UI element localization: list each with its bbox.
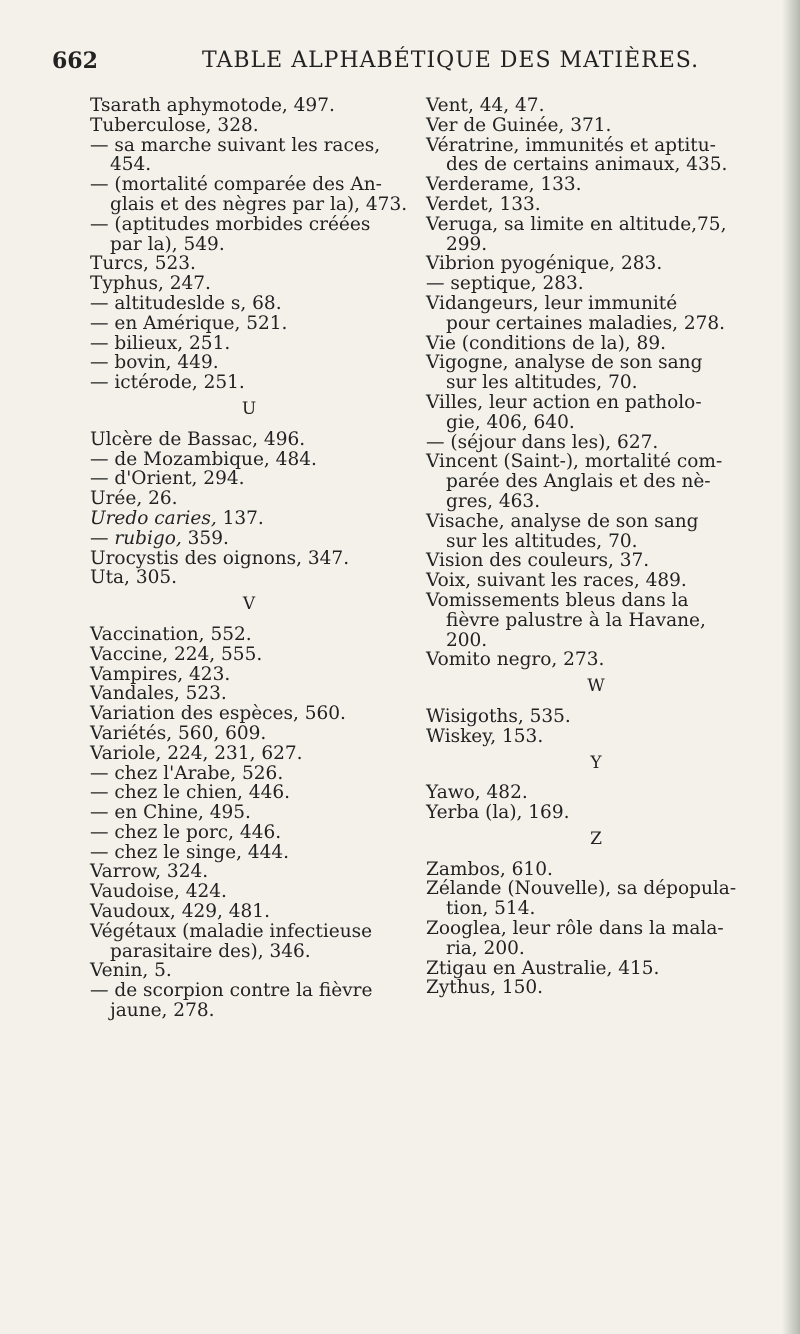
index-subentry: — (mortalité comparée des An- xyxy=(90,174,382,196)
index-entry: Tuberculose, 328. xyxy=(90,114,259,136)
index-entry: Vomito negro, 273. xyxy=(426,649,605,671)
index-entry: Uta, 305. xyxy=(90,567,178,589)
index-entry: Vaccine, 224, 555. xyxy=(90,643,263,665)
index-continuation: sur les altitudes, 70. xyxy=(446,372,638,394)
index-entry: Turcs, 523. xyxy=(90,253,196,275)
index-continuation: 200. xyxy=(446,629,488,651)
index-continuation: 454. xyxy=(110,154,152,176)
index-continuation: ria, 200. xyxy=(446,937,525,959)
index-entry: Zélande (Nouvelle), sa dépopula- xyxy=(426,878,737,900)
running-title: TABLE ALPHABÉTIQUE DES MATIÈRES. xyxy=(202,48,700,73)
index-entry: Vie (conditions de la), 89. xyxy=(426,332,666,354)
index-entry: Végétaux (maladie infectieuse xyxy=(90,920,373,942)
index-column-right xyxy=(426,96,766,998)
index-continuation: tion, 514. xyxy=(446,898,536,920)
index-entry: Yawo, 482. xyxy=(426,782,528,804)
index-subentry: — de scorpion contre la fièvre xyxy=(90,980,373,1002)
index-subentry xyxy=(90,529,408,549)
index-subentry: — sa marche suivant les races, xyxy=(90,134,381,156)
index-entry: Verderame, 133. xyxy=(426,174,582,196)
index-entry: Varrow, 324. xyxy=(90,861,209,883)
section-letter-y: Y xyxy=(590,752,602,773)
section-letter-w: W xyxy=(587,676,605,697)
index-subentry: — de Mozambique, 484. xyxy=(90,448,317,470)
index-entry: Verdet, 133. xyxy=(426,193,541,215)
index-entry: Variole, 224, 231, 627. xyxy=(90,742,303,764)
index-entry: Vent, 44, 47. xyxy=(426,95,545,116)
section-letter-z: Z xyxy=(590,828,602,849)
page-number: 662 xyxy=(52,48,98,74)
index-entry: Zythus, 150. xyxy=(426,977,544,999)
page-header xyxy=(52,48,752,78)
index-subentry: — (aptitudes morbides créées xyxy=(90,213,371,235)
index-continuation: pour certaines maladies, 278. xyxy=(446,312,726,334)
index-entry: Vandales, 523. xyxy=(90,683,227,705)
index-column-left xyxy=(90,96,408,1021)
page-ref: 359. xyxy=(181,527,229,549)
index-entry: Venin, 5. xyxy=(90,960,172,982)
index-entry: Villes, leur action en patholo- xyxy=(426,391,702,413)
index-subentry: — ictérode, 251. xyxy=(90,372,245,394)
index-continuation: glais et des nègres par la), 473. xyxy=(110,193,408,215)
index-entry: Vision des couleurs, 37. xyxy=(426,550,650,572)
index-entry: Typhus, 247. xyxy=(90,273,211,295)
index-subentry: — bovin, 449. xyxy=(90,352,219,374)
index-entry: Urocystis des oignons, 347. xyxy=(90,547,350,569)
index-entry: Vaudoux, 429, 481. xyxy=(90,901,270,923)
index-subentry: — bilieux, 251. xyxy=(90,332,231,354)
index-entry: Tsarath aphymotode, 497. xyxy=(90,95,335,116)
index-entry xyxy=(90,509,408,529)
index-entry: Visache, analyse de son sang xyxy=(426,510,699,532)
index-subentry: — chez l'Arabe, 526. xyxy=(90,762,284,784)
index-entry: Wisigoths, 535. xyxy=(426,705,571,727)
page-ref: 137. xyxy=(216,507,264,529)
index-subentry: — d'Orient, 294. xyxy=(90,468,245,490)
page-edge-shadow xyxy=(782,0,800,1334)
index-entry: Veruga, sa limite en altitude,75, xyxy=(426,213,727,235)
index-entry: Wiskey, 153. xyxy=(426,725,544,747)
index-entry: Vaudoise, 424. xyxy=(90,881,227,903)
index-continuation: par la), 549. xyxy=(110,233,225,255)
index-subentry: — chez le chien, 446. xyxy=(90,782,290,804)
section-letter-v: V xyxy=(242,594,256,615)
index-entry: Ztigau en Australie, 415. xyxy=(426,957,660,979)
index-continuation: des de certains animaux, 435. xyxy=(446,154,728,176)
index-continuation: gres, 463. xyxy=(446,490,541,512)
index-entry: Ver de Guinée, 371. xyxy=(426,114,612,136)
index-entry: Zooglea, leur rôle dans la mala- xyxy=(426,918,724,940)
index-entry: Vigogne, analyse de son sang xyxy=(426,352,703,374)
index-entry: Urée, 26. xyxy=(90,488,178,510)
dash: — xyxy=(90,527,115,549)
index-entry: Vampires, 423. xyxy=(90,663,231,685)
index-subentry: — en Chine, 495. xyxy=(90,802,251,824)
index-entry: Variétés, 560, 609. xyxy=(90,722,267,744)
index-entry: Vincent (Saint-), mortalité com- xyxy=(426,451,723,473)
index-entry: Vidangeurs, leur immunité xyxy=(426,292,678,314)
index-continuation: gie, 406, 640. xyxy=(446,411,575,433)
index-subentry: — septique, 283. xyxy=(426,273,584,295)
index-entry: Vaccination, 552. xyxy=(90,623,252,645)
index-entry: Vibrion pyogénique, 283. xyxy=(426,253,663,275)
italic-term: Uredo caries, xyxy=(90,507,217,529)
index-continuation: jaune, 278. xyxy=(110,1000,215,1022)
index-entry: Zambos, 610. xyxy=(426,858,553,880)
index-continuation: fièvre palustre à la Havane, xyxy=(446,609,706,631)
index-continuation: parasitaire des), 346. xyxy=(110,940,311,962)
index-subentry: — (séjour dans les), 627. xyxy=(426,431,659,453)
index-entry: Vératrine, immunités et aptitu- xyxy=(426,134,716,156)
index-entry: Ulcère de Bassac, 496. xyxy=(90,428,306,450)
section-letter-u: U xyxy=(241,398,257,419)
index-subentry: — chez le porc, 446. xyxy=(90,821,282,843)
index-subentry: — altitudeslde s, 68. xyxy=(90,292,282,314)
index-continuation: 299. xyxy=(446,233,488,255)
index-subentry: — chez le singe, 444. xyxy=(90,841,290,863)
italic-term: rubigo, xyxy=(114,527,182,549)
index-entry: Yerba (la), 169. xyxy=(426,802,570,824)
index-entry: Variation des espèces, 560. xyxy=(90,703,346,725)
index-continuation: sur les altitudes, 70. xyxy=(446,530,638,552)
index-entry: Vomissements bleus dans la xyxy=(426,589,689,611)
index-entry: Voix, suivant les races, 489. xyxy=(426,570,687,592)
index-continuation: parée des Anglais et des nè- xyxy=(446,471,711,493)
index-subentry: — en Amérique, 521. xyxy=(90,312,288,334)
